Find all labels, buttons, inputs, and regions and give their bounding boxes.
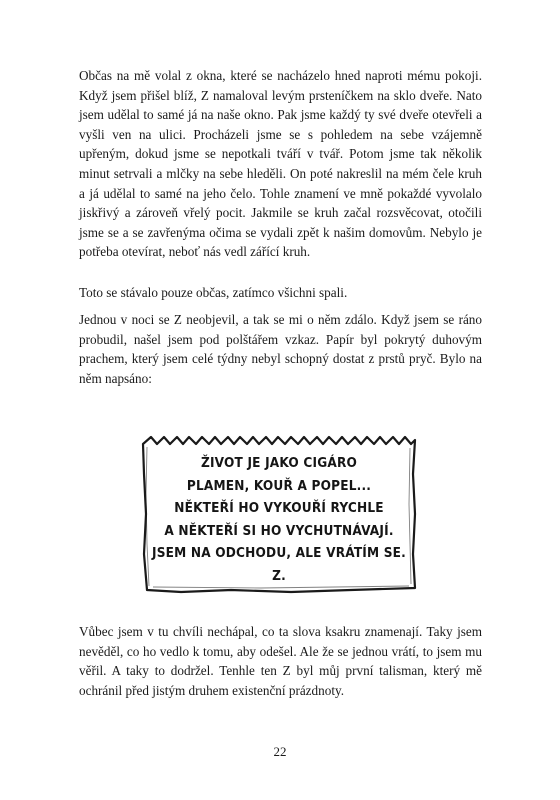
paragraph-note-found: Jednou v noci se Z neobjevil, a tak se mi o něm zdálo. Když jsem se ráno probudil, našel jsem pod polštářem vzkaz. Papír byl pokrytý duhovým prachem, který jsem celé týdny nebyl schopný dostat z prstů pryč. Bylo na něm napsáno:: [79, 312, 482, 386]
note-line: NĚKTEŘÍ HO VYKOUŘÍ RYCHLE: [174, 500, 384, 516]
paragraph-only-sometimes: Toto se stávalo pouze občas, zatímco všichni spali.: [79, 285, 348, 300]
note-line: PLAMEN, KOUŘ A POPEL...: [186, 477, 372, 494]
note-signature: Z.: [272, 567, 286, 584]
paragraph-talisman: Vůbec jsem v tu chvíli nechápal, co ta slova ksakru znamenají. Taky jsem nevěděl, co ho vedlo k tomu, aby odešel. Ale že se jednou vrátí, to jsem mu věřil. A taky to dodržel. Tenhle ten Z byl můj první talisman, který mě ochránil před jistým druhem existenční prázdnoty.: [79, 624, 482, 698]
paragraph-window-ritual: Občas na mě volal z okna, které se nacházelo hned naproti mému pokoji. Když jsem přišel blíž, Z namaloval levým prsteníčkem na sklo dveře. Nato jsem udělal to samé já na naše okno. Pak jsme každý ty své dveře otevřeli a vyšli ven na ulici. Procházeli jsme se s pohledem na sebe vzájemně upřeným, dokud jsme se nepotkali tváří v tvář. Potom jsme tak několik minut setrvali a mlčky na sebe hleděli. On poté nakreslil na mém čele kruh a já udělal to samé na jeho čelo. Tohle znamení ve mně pokaždé vyvolalo jiskřivý a zároveň vřelý pocit. Jakmile se kruh začal rozsvěcovat, otočili jsme se a se zavřenýma očima se vydali zpět k našim domovům. Nebylo je potřeba otevírat, neboť nás vedl zářící kruh.: [79, 68, 482, 260]
note-line: A NĚKTEŘÍ SI HO VYCHUTNÁVAJÍ.: [164, 522, 394, 539]
handwritten-note: [141, 434, 417, 596]
note-text: [141, 452, 417, 587]
note-line: ŽIVOT JE JAKO CIGÁRO: [200, 455, 358, 471]
page-number: 22: [273, 744, 287, 759]
note-line: JSEM NA ODCHODU, ALE VRÁTÍM SE.: [151, 545, 406, 561]
